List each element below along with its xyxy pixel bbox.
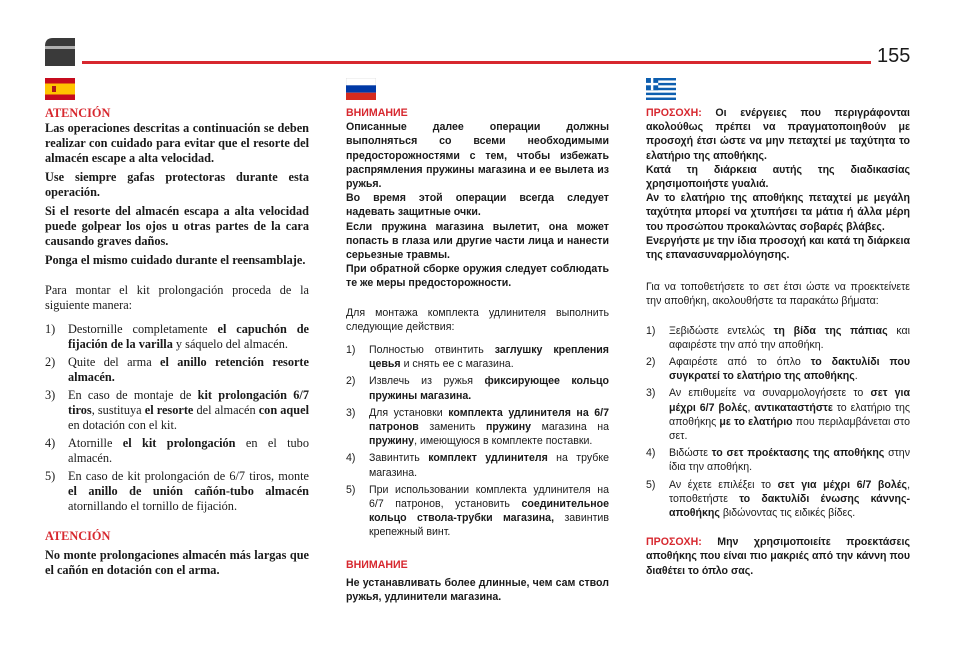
list-item: 2) Quite del arma el anillo retención resorte almacén. — [45, 355, 309, 384]
list-item: 5) При использовании комплекта удлинителя на 6/7 патронов, установить соединительное кольцо ствола-трубки магазина, завинтив крепежный винт. — [346, 483, 609, 539]
intro-paragraph: Για να τοποθετήσετε το σετ έτσι ώστε να προεκτείνετε την αποθήκη, ακολουθήστε τα παρακάτω βήματα: — [646, 281, 910, 308]
warning-paragraph: ΠΡΟΣΟΧΗ: Οι ενέργειες που περιγράφονται ακολούθως πρέπει να πραγματοποιηθούν με προσοχή έτσι ώστε να μην πεταχτεί με ταχύτητα το ελατήριο της αποθήκης. — [646, 107, 910, 162]
steps-list — [346, 343, 609, 540]
warning-paragraph: Αν το ελατήριο της αποθήκης πεταχτεί με μεγάλη ταχύτητα μπορεί να χτυπήσει τα μάτια ή άλλα μέρη του προσώπου προκαλώντας σοβαρές βλάβες. — [646, 192, 910, 233]
warning-title: ΠΡΟΣΟΧΗ: — [646, 107, 702, 119]
list-item: 1) Destornille completamente el capuchón de fijación de la varilla y sáquelo del almacén. — [45, 322, 310, 351]
russia-flag-icon — [346, 78, 376, 100]
warning-title: ATENCIÓN — [45, 529, 111, 543]
list-item: 4) Βιδώστε το σετ προέκτασης της αποθήκης στην ίδια την αποθήκη. — [646, 447, 910, 474]
warning-paragraph: Si el resorte del almacén escapa a alta velocidad puede golpear los ojos u otras partes de la cara causando graves daños. — [45, 204, 309, 248]
warning-paragraph: No monte prolongaciones almacén más largas que el cañón en dotación con el arma. — [45, 548, 309, 577]
warning-paragraph: Use siempre gafas protectoras durante esta operación. — [45, 170, 309, 199]
greek-column — [646, 106, 910, 578]
warning-paragraph: Las operaciones descritas a continuación se deben realizar con cuidado para evitar que el resorte del almacén escape a alta velocidad. — [45, 121, 309, 165]
list-item: 4) Завинтить комплект удлинителя на трубке магазина. — [346, 452, 609, 479]
warning-paragraph: Не устанавливать более длинные, чем сам ствол ружья, удлинители магазина. — [346, 576, 609, 604]
list-item: 5) Αν έχετε επιλέξει το σετ για μέχρι 6/7 βολές, τοποθετήστε το δακτυλίδι ένωσης κάννης-αποθήκης βιδώνοντας τις ειδικές βίδες. — [646, 478, 911, 520]
warning-paragraph: Ενεργήστε με την ίδια προσοχή και κατά τη διάρκεια της επανασυναρμολόγησης. — [646, 234, 910, 262]
list-item: 4) Atornille el kit prolongación en el tubo almacén. — [45, 436, 309, 465]
warning-paragraph: Κατά τη διάρκεια αυτής της διαδικασίας χρησιμοποιήστε γυαλιά. — [646, 163, 910, 191]
warning-paragraph: Описанные далее операции должны выполняться со всеми необходимыми предосторожностями с тем, чтобы избежать распрямления пружины магазина и ее вылета из ружья. — [346, 121, 609, 191]
warning-title: ВНИМАНИЕ — [346, 107, 408, 119]
warning-paragraph: ΠΡΟΣΟΧΗ: Μην χρησιμοποιείτε προεκτάσεις αποθήκης που είναι πιο μακριές από την κάννη που διαθέτει το όπλο σας. — [646, 536, 910, 577]
beretta-corner-tab-icon — [45, 38, 75, 66]
list-item: 1) Ξεβιδώστε εντελώς τη βίδα της πάπιας και αφαιρέστε την από την αποθήκη. — [646, 324, 911, 351]
list-item: 3) En caso de montaje de kit prolongación 6/7 tiros, sustituya el resorte del almacén con aquel en dotación con el kit. — [45, 388, 309, 432]
warning-paragraph: Во время этой операции всегда следует надевать защитные очки. — [346, 192, 609, 219]
list-item: 2) Αφαιρέστε από το όπλο το δακτυλίδι που συγκρατεί το ελατήριο της αποθήκης. — [646, 356, 910, 383]
list-item: 3) Αν επιθυμείτε να συναρμολογήσετε το σετ για μέχρι 6/7 βολές, αντικαταστήστε το ελατήριο της αποθήκης με το ελατήριο που περιλαμβάνεται στο σετ. — [646, 387, 911, 443]
steps-list — [646, 324, 910, 521]
header-rule — [82, 61, 871, 64]
list-item: 1) Полностью отвинтить заглушку крепления цевья и снять ее с магазина. — [346, 344, 609, 371]
intro-paragraph: Para montar el kit prolongación proceda de la siguiente manera: — [45, 283, 309, 312]
steps-list — [45, 322, 309, 514]
list-item: 5) En caso de kit prolongación de 6/7 tiros, monte el anillo de unión cañón-tubo almacén atornillando el tornillo de fijación. — [45, 469, 309, 513]
intro-paragraph: Для монтажа комплекта удлинителя выполнить следующие действия: — [346, 306, 609, 333]
greece-flag-icon — [646, 78, 676, 100]
warning-paragraph: Если пружина магазина вылетит, она может попасть в глаза или другие части лица и нанести серьезные травмы. — [346, 220, 609, 262]
page-number: 155 — [877, 45, 911, 67]
list-item: 2) Извлечь из ружья фиксирующее кольцо пружины магазина. — [346, 375, 609, 402]
warning-title: ATENCIÓN — [45, 106, 111, 120]
warning-paragraph: Ponga el mismo cuidado durante el reensamblaje. — [45, 253, 306, 267]
spanish-column — [45, 106, 309, 578]
russian-column — [346, 106, 609, 604]
warning-title: ВНИМАНИЕ — [346, 558, 408, 571]
warning-title: ΠΡΟΣΟΧΗ: — [646, 536, 702, 549]
list-item: 3) Для установки комплекта удлинителя на 6/7 патронов заменить пружину магазина на пружину, имеющуюся в комплекте поставки. — [346, 406, 609, 448]
warning-paragraph: При обратной сборке оружия следует соблюдать те же меры предосторожности. — [346, 263, 609, 290]
spain-flag-icon — [45, 78, 75, 100]
